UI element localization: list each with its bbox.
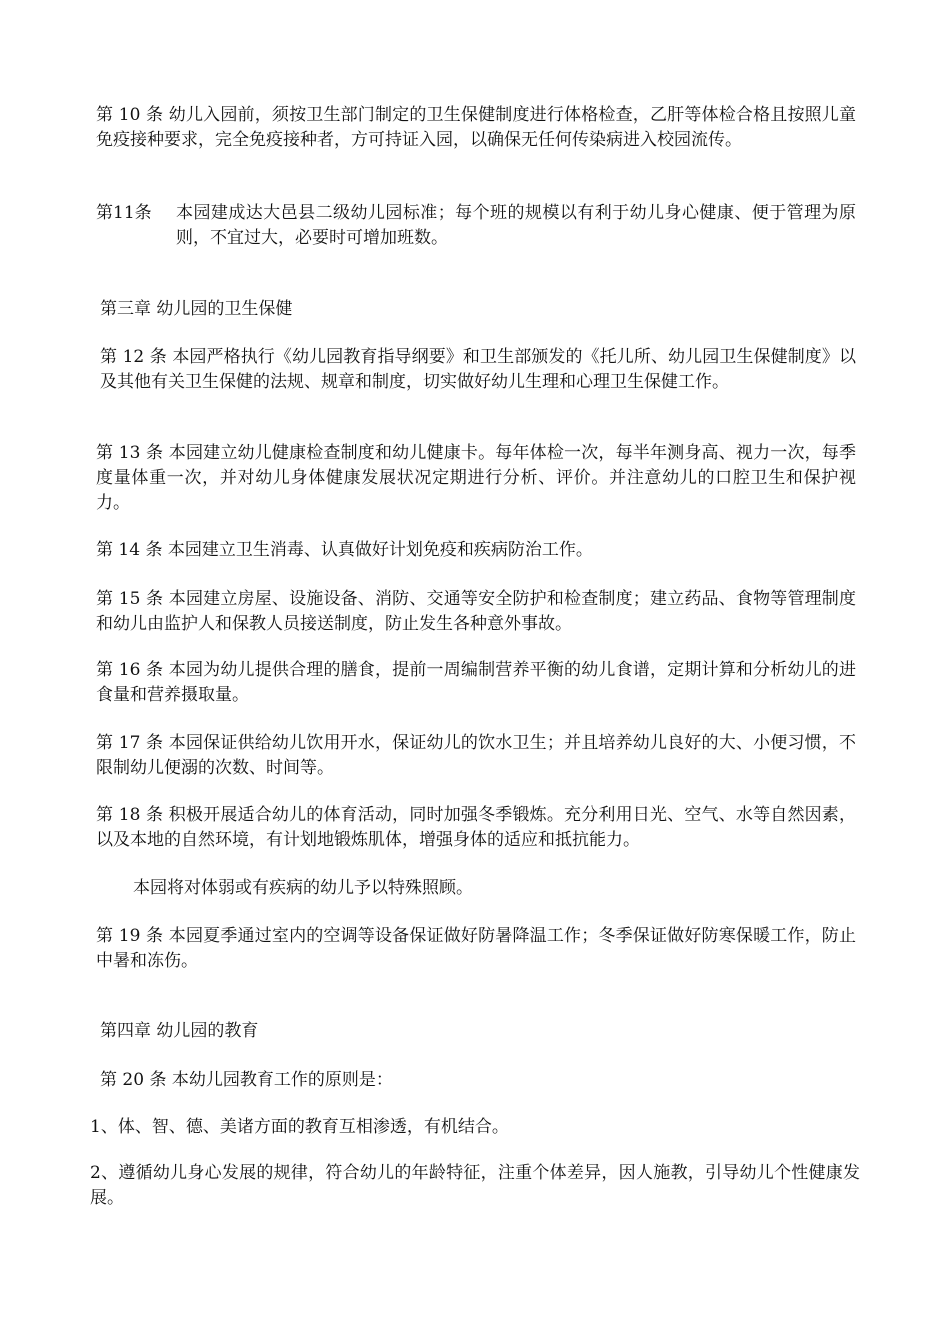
article-18-note: 本园将对体弱或有疾病的幼儿予以特殊照顾。: [133, 878, 473, 898]
principle-item-2: 2、遵循幼儿身心发展的规律，符合幼儿的年龄特征，注重个体差异，因人施教，引导幼儿个性健康发展。: [90, 1163, 860, 1208]
article-11: [96, 201, 856, 251]
article-19: 第 19 条 本园夏季通过室内的空调等设备保证做好防暑降温工作；冬季保证做好防寒保暖工作，防止中暑和冻伤。: [96, 926, 856, 971]
article-11-label: 第11条: [96, 203, 152, 223]
principle-item-1: 1、体、智、德、美诸方面的教育互相渗透，有机结合。: [90, 1117, 509, 1137]
article-13: 第 13 条 本园建立幼儿健康检查制度和幼儿健康卡。每年体检一次，每半年测身高、视力一次，每季度量体重一次，并对幼儿身体健康发展状况定期进行分析、评价。并注意幼儿的口腔卫生和保护视力。: [96, 443, 856, 513]
chapter-4-heading: 第四章 幼儿园的教育: [100, 1021, 259, 1041]
article-17: 第 17 条 本园保证供给幼儿饮用开水，保证幼儿的饮水卫生；并且培养幼儿良好的大、小便习惯，不限制幼儿便溺的次数、时间等。: [96, 733, 856, 778]
article-20: 第 20 条 本幼儿园教育工作的原则是：: [100, 1070, 393, 1090]
article-15: 第 15 条 本园建立房屋、设施设备、消防、交通等安全防护和检查制度；建立药品、食物等管理制度和幼儿由监护人和保教人员接送制度，防止发生各种意外事故。: [96, 589, 856, 634]
chapter-3-heading: 第三章 幼儿园的卫生保健: [100, 299, 293, 319]
article-16: 第 16 条 本园为幼儿提供合理的膳食，提前一周编制营养平衡的幼儿食谱，定期计算和分析幼儿的进食量和营养摄取量。: [96, 660, 856, 705]
article-14: 第 14 条 本园建立卫生消毒、认真做好计划免疫和疾病防治工作。: [96, 540, 593, 560]
article-11-body: 本园建成达大邑县二级幼儿园标准；每个班的规模以有利于幼儿身心健康、便于管理为原则，不宜过大，必要时可增加班数。: [176, 203, 856, 248]
article-10: 第 10 条 幼儿入园前，须按卫生部门制定的卫生保健制度进行体格检查，乙肝等体检合格且按照儿童免疫接种要求，完全免疫接种者，方可持证入园，以确保无任何传染病进入校园流传。: [96, 105, 856, 150]
article-18: 第 18 条 积极开展适合幼儿的体育活动，同时加强冬季锻炼。充分利用日光、空气、水等自然因素，以及本地的自然环境，有计划地锻炼肌体，增强身体的适应和抵抗能力。: [96, 805, 856, 850]
article-12: 第 12 条 本园严格执行《幼儿园教育指导纲要》和卫生部颁发的《托儿所、幼儿园卫生保健制度》以及其他有关卫生保健的法规、规章和制度，切实做好幼儿生理和心理卫生保健工作。: [100, 347, 856, 392]
